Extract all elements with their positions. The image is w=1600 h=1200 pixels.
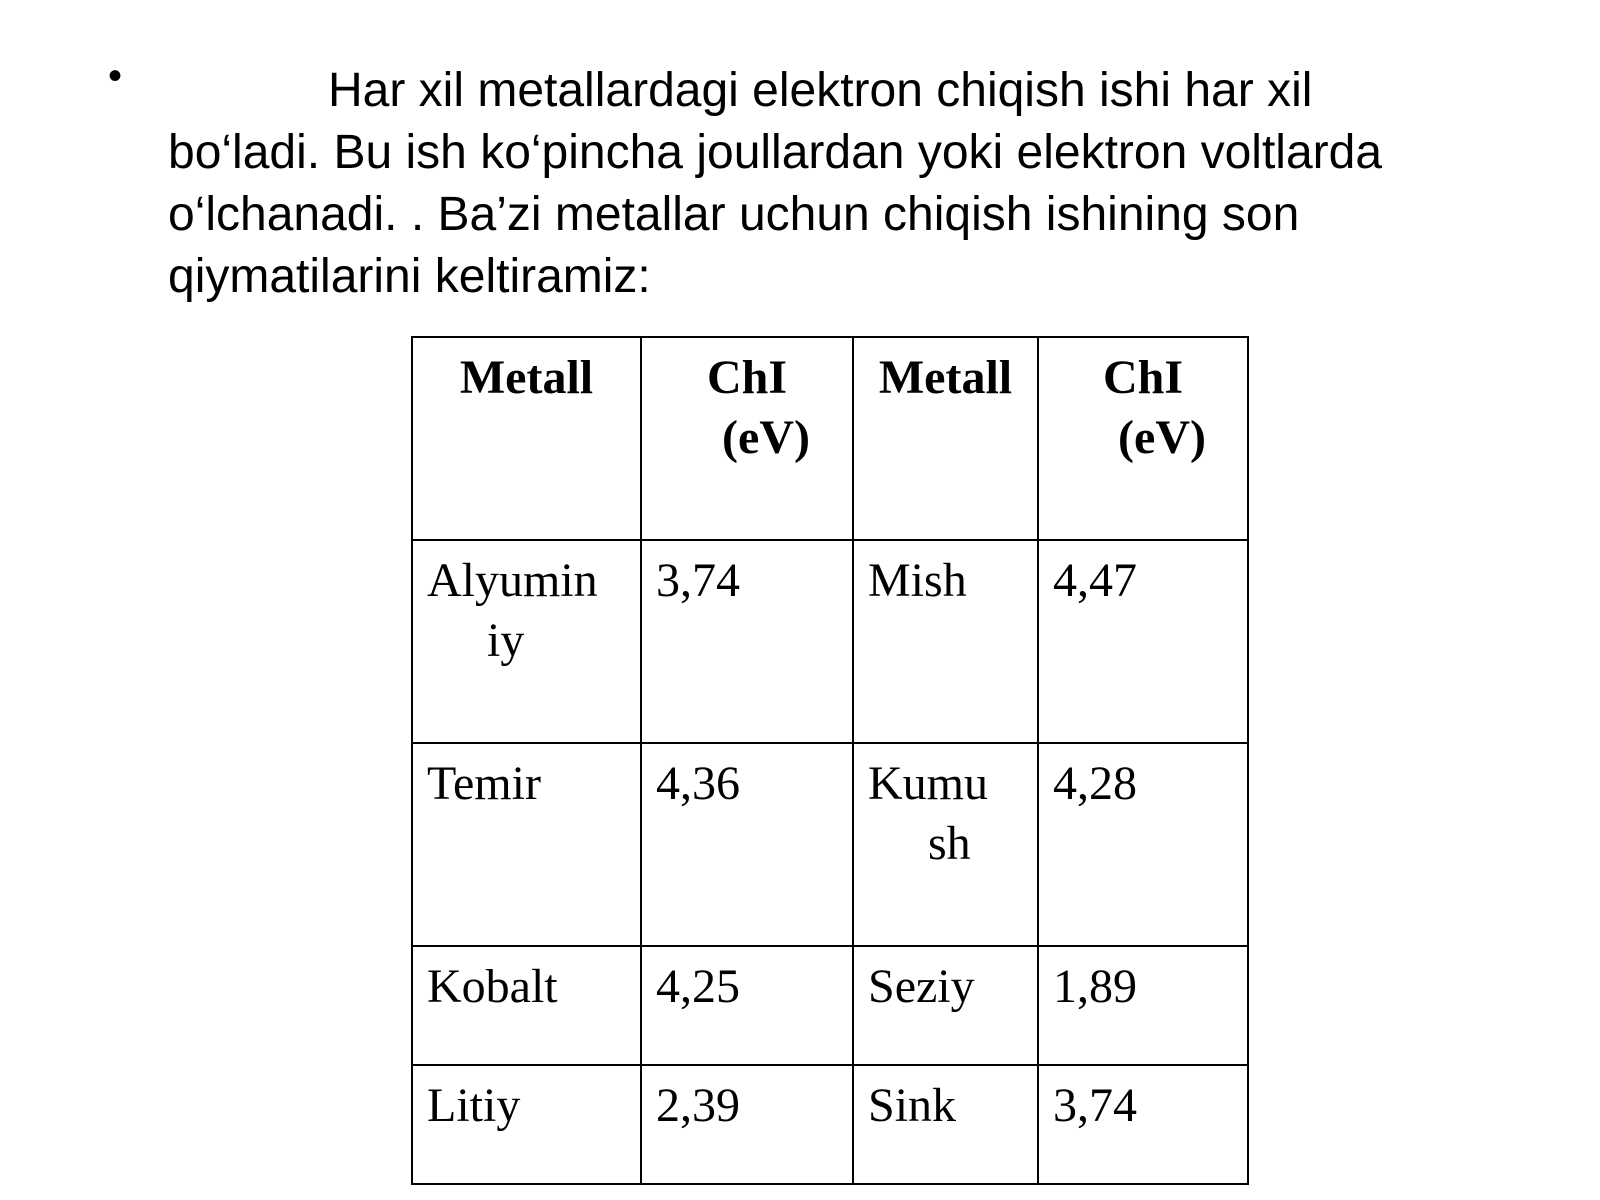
work-function-value: 4,25 xyxy=(656,960,740,1013)
metal-cell xyxy=(412,946,641,1065)
value-cell xyxy=(1038,743,1248,946)
metal-cell xyxy=(853,1065,1038,1184)
header-chi-2 xyxy=(1038,337,1248,540)
work-function-value: 1,89 xyxy=(1053,960,1137,1013)
metal-cell xyxy=(412,743,641,946)
metal-name: Sink xyxy=(868,1079,957,1132)
metal-name-wrap: iy xyxy=(487,614,525,667)
metal-cell xyxy=(853,743,1038,946)
intro-paragraph: Har xil metallardagi elektron chiqish ishi har xil bo‘ladi. Bu ish ko‘pincha joullardan yoki elektron voltlarda o‘lchanadi. . Ba’zi metallar uchun chiqish ishining son qiymatilarini keltiramiz: xyxy=(168,64,1383,303)
bullet-marker: • xyxy=(108,54,123,98)
header-chi-2-label: ChI xyxy=(1102,351,1184,404)
work-function-value: 4,28 xyxy=(1053,757,1137,810)
work-function-value: 3,74 xyxy=(1053,1079,1137,1132)
metal-name: Temir xyxy=(427,757,541,810)
metal-cell xyxy=(412,540,641,743)
header-chi-1-label: ChI xyxy=(706,351,788,404)
table-row xyxy=(412,743,1248,946)
value-cell xyxy=(641,540,853,743)
work-function-value: 4,36 xyxy=(656,757,740,810)
value-cell xyxy=(1038,1065,1248,1184)
work-function-table xyxy=(411,336,1249,1185)
table-row xyxy=(412,1065,1248,1184)
header-metall-1 xyxy=(412,337,641,540)
metal-cell xyxy=(412,1065,641,1184)
table-row xyxy=(412,540,1248,743)
header-chi-2-unit: (eV) xyxy=(1118,411,1206,464)
header-chi-1-unit: (eV) xyxy=(722,411,810,464)
value-cell xyxy=(1038,946,1248,1065)
metal-name: Litiy xyxy=(427,1079,521,1132)
value-cell xyxy=(641,946,853,1065)
metal-name: Kumu xyxy=(868,757,988,810)
header-metall-2 xyxy=(853,337,1038,540)
header-metall-2-label: Metall xyxy=(878,351,1013,404)
metal-name: Alyumin xyxy=(427,554,598,607)
metal-name: Kobalt xyxy=(427,960,558,1013)
header-metall-1-label: Metall xyxy=(459,351,594,404)
metal-name: Seziy xyxy=(868,960,975,1013)
metal-name: Mish xyxy=(868,554,967,607)
value-cell xyxy=(641,743,853,946)
metal-cell xyxy=(853,540,1038,743)
metal-cell xyxy=(853,946,1038,1065)
work-function-value: 4,47 xyxy=(1053,554,1137,607)
value-cell xyxy=(641,1065,853,1184)
metal-name-wrap: sh xyxy=(928,817,971,870)
header-chi-1 xyxy=(641,337,853,540)
work-function-value: 2,39 xyxy=(656,1079,740,1132)
value-cell xyxy=(1038,540,1248,743)
table-header-row xyxy=(412,337,1248,540)
work-function-value: 3,74 xyxy=(656,554,740,607)
table-row xyxy=(412,946,1248,1065)
